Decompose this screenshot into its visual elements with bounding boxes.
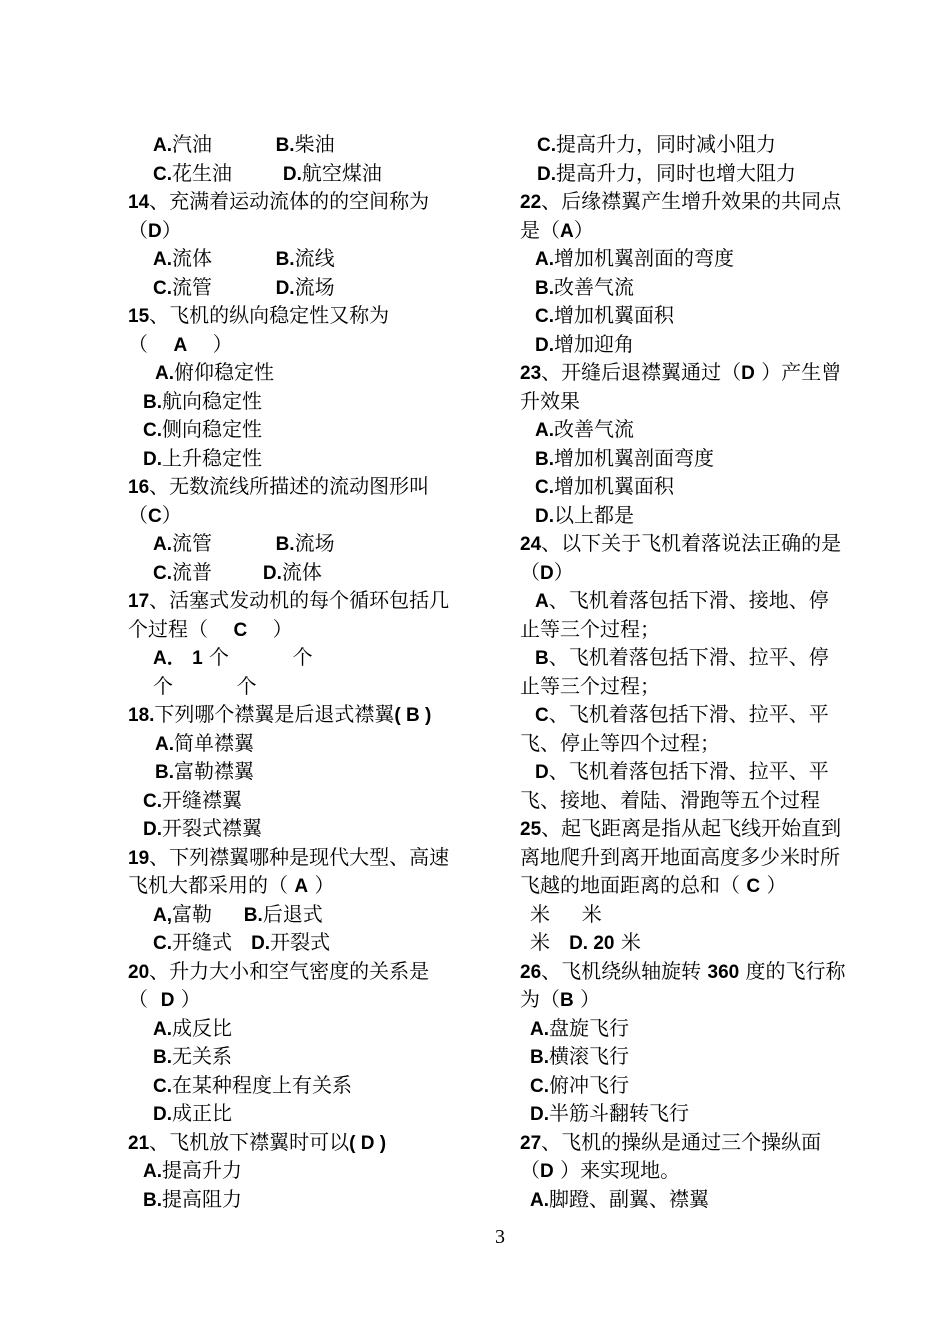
line-text: 航空煤油 xyxy=(301,160,382,185)
text-line xyxy=(520,1185,875,1214)
bold-label: B. xyxy=(275,249,295,270)
text-line xyxy=(520,472,875,501)
text-line xyxy=(520,786,875,815)
bold-label: D. 20 xyxy=(569,933,615,954)
text-line xyxy=(520,757,875,786)
bold-label: ( D ) xyxy=(349,1132,387,1154)
line-text: 、活塞式发动机的每个循环包括几 xyxy=(149,588,450,612)
bold-label: 17 xyxy=(128,591,150,612)
line-text: 、起飞距离是指从起飞线开始直到 xyxy=(541,816,842,840)
bold-label: 15 xyxy=(128,306,150,327)
line-text: 侧向稳定性 xyxy=(162,417,262,441)
text-line xyxy=(128,216,498,245)
line-text: 富勒襟翼 xyxy=(174,759,254,783)
bold-label: D. xyxy=(535,505,554,527)
line-text: 提高升力 xyxy=(162,1158,242,1182)
text-line xyxy=(128,244,498,273)
line-text: 流管 xyxy=(172,531,276,555)
text-line xyxy=(128,615,498,644)
text-line xyxy=(128,700,498,729)
text-line xyxy=(520,957,875,986)
text-line xyxy=(520,1099,875,1128)
line-text: 飞机大都采用的（ xyxy=(128,873,295,897)
page-number: 3 xyxy=(495,1226,505,1248)
text-line xyxy=(520,415,875,444)
line-text: ） xyxy=(161,502,182,527)
bold-label: B. xyxy=(155,762,174,783)
bold-label: A xyxy=(294,876,309,897)
line-text: ）来实现地。 xyxy=(553,1158,681,1182)
bold-label: B xyxy=(535,648,549,669)
line-text: （ xyxy=(520,559,540,584)
bold-label: D. xyxy=(282,163,302,185)
bold-label: B. xyxy=(143,391,162,413)
text-line xyxy=(520,1042,875,1071)
line-text: 为（ xyxy=(520,987,560,1011)
bold-label: D xyxy=(540,562,554,584)
line-text: 改善气流 xyxy=(554,417,634,441)
right-column xyxy=(520,130,875,1213)
text-line xyxy=(128,159,498,188)
text-line xyxy=(520,216,875,245)
line-text: 航向稳定性 xyxy=(162,388,262,413)
bold-label: 18. xyxy=(128,705,155,726)
text-line xyxy=(128,501,498,530)
bold-label: 1 xyxy=(192,648,203,669)
line-text: 升效果 xyxy=(520,388,580,413)
line-text: 个过程（ xyxy=(128,616,234,641)
line-text: 止等三个过程； xyxy=(520,616,660,641)
bold-label: 21 xyxy=(128,1132,150,1154)
line-text: 增加机翼剖面弯度 xyxy=(554,445,714,470)
text-line xyxy=(520,814,875,843)
line-text: 简单襟翼 xyxy=(174,730,254,755)
line-text: 开裂式 xyxy=(270,930,331,954)
line-text: 、开缝后退襟翼通过（ xyxy=(541,360,742,384)
bold-label: C xyxy=(746,876,761,897)
text-line xyxy=(520,273,875,302)
line-text: 盘旋飞行 xyxy=(549,1015,629,1040)
bold-label: D. xyxy=(262,562,282,584)
bold-label: A. xyxy=(535,420,554,441)
line-text: 流体 xyxy=(281,559,322,584)
line-text: 米 xyxy=(614,930,641,954)
bold-label: 16 xyxy=(128,477,150,498)
text-line xyxy=(520,928,875,957)
bold-label: C. xyxy=(153,933,172,954)
bold-label: D. xyxy=(143,448,162,470)
line-text: 下列哪个襟翼是后退式襟翼 xyxy=(154,702,395,726)
bold-label: D. xyxy=(535,334,554,356)
line-text: 、下列襟翼哪种是现代大型、高速 xyxy=(149,844,450,869)
bold-label: C. xyxy=(153,1075,172,1097)
bold-label: C. xyxy=(153,277,172,299)
text-line xyxy=(520,501,875,530)
bold-label: C xyxy=(233,619,248,641)
text-line xyxy=(520,387,875,416)
text-line xyxy=(128,843,498,872)
bold-label: B. xyxy=(535,448,554,470)
bold-label: A. xyxy=(153,249,172,270)
line-text: 、飞机着落包括下滑、拉平、平 xyxy=(548,759,829,783)
bold-label: 23 xyxy=(520,363,542,384)
text-line xyxy=(128,672,498,701)
bold-label: C. xyxy=(143,790,162,812)
text-line xyxy=(520,700,875,729)
text-line xyxy=(128,1042,498,1071)
bold-label: D. xyxy=(275,277,295,299)
text-line xyxy=(520,843,875,872)
bold-label: C. xyxy=(143,420,162,441)
line-text: ） xyxy=(308,873,335,897)
bold-label: A． xyxy=(153,648,186,669)
line-text: ） xyxy=(573,987,601,1011)
line-text: （ xyxy=(128,987,161,1011)
bold-label: A xyxy=(560,220,574,242)
line-text: 成反比 xyxy=(172,1015,232,1040)
bold-label: B xyxy=(560,990,574,1011)
line-text: 增加机翼面积 xyxy=(554,303,674,327)
line-text: 流线 xyxy=(294,246,335,270)
line-text: 富勒 xyxy=(172,901,244,926)
bold-label: A. xyxy=(153,1018,172,1040)
text-line xyxy=(128,558,498,587)
line-text: 花生油 xyxy=(172,160,283,185)
line-text: 飞、停止等四个过程； xyxy=(520,730,720,755)
line-text: 增加迎角 xyxy=(554,331,634,356)
bold-label: C. xyxy=(537,135,556,156)
bold-label: 22 xyxy=(520,192,542,213)
line-text: 流场 xyxy=(294,274,335,299)
line-text: （ xyxy=(128,217,148,242)
bold-label: 25 xyxy=(520,819,542,840)
text-line xyxy=(128,985,498,1014)
text-line xyxy=(520,1071,875,1100)
text-line xyxy=(128,757,498,786)
bold-label: A. xyxy=(530,1018,549,1040)
text-line xyxy=(128,444,498,473)
line-text: 米 米 xyxy=(530,901,602,926)
text-line xyxy=(520,558,875,587)
line-text: 、升力大小和空气密度的关系是 xyxy=(149,958,430,983)
line-text: 在某种程度上有关系 xyxy=(172,1072,352,1097)
text-line xyxy=(128,643,498,672)
bold-label: D. xyxy=(530,1104,549,1125)
line-text: ） xyxy=(161,217,182,242)
line-text: ）产生曾 xyxy=(754,360,842,384)
text-line xyxy=(128,928,498,957)
bold-label: 24 xyxy=(520,534,542,555)
text-line xyxy=(128,330,498,359)
line-text: 、飞机的纵向稳定性又称为 xyxy=(149,303,390,327)
line-text: 个 个 xyxy=(202,645,313,669)
bold-label: D xyxy=(148,220,162,242)
line-text: 开裂式襟翼 xyxy=(162,816,262,840)
line-text: 米 xyxy=(530,930,570,954)
text-line xyxy=(128,1071,498,1100)
bold-label: ( B ) xyxy=(394,705,432,726)
text-line xyxy=(520,159,875,188)
line-text: 、以下关于飞机着落说法正确的是 xyxy=(541,531,842,555)
bold-label: C xyxy=(535,705,549,726)
text-line xyxy=(520,1014,875,1043)
line-text: 提高升力，同时也增大阻力 xyxy=(556,160,796,185)
text-line xyxy=(520,985,875,1014)
bold-label: C xyxy=(148,505,162,527)
bold-label: D xyxy=(741,363,755,384)
text-line xyxy=(128,729,498,758)
line-text: （ xyxy=(128,502,148,527)
line-text: 、飞机放下襟翼时可以 xyxy=(149,1129,350,1154)
text-line xyxy=(128,1014,498,1043)
line-text: 流场 xyxy=(294,531,335,555)
bold-label: A, xyxy=(153,904,172,926)
line-text: 、飞机的操纵是通过三个操纵面 xyxy=(541,1129,822,1154)
line-text: 增加机翼剖面的弯度 xyxy=(554,246,734,270)
bold-label: D. xyxy=(537,163,556,185)
line-text: 脚蹬、副翼、襟翼 xyxy=(549,1186,709,1211)
bold-label: B. xyxy=(143,1189,162,1211)
text-line xyxy=(128,472,498,501)
bold-label: D. xyxy=(143,819,162,840)
line-text: 增加机翼面积 xyxy=(554,474,674,498)
text-line xyxy=(128,1128,498,1157)
line-text: 、飞机着落包括下滑、拉平、平 xyxy=(548,702,829,726)
bold-label: B. xyxy=(275,135,295,156)
text-line xyxy=(520,900,875,929)
line-text: 半筋斗翻转飞行 xyxy=(549,1101,689,1125)
text-line xyxy=(128,301,498,330)
text-line xyxy=(520,358,875,387)
line-text: 上升稳定性 xyxy=(162,445,262,470)
line-text: 汽油 xyxy=(172,132,276,156)
bold-label: 360 xyxy=(707,961,740,983)
text-line xyxy=(128,1099,498,1128)
bold-label: A xyxy=(535,591,549,612)
line-text: 俯仰稳定性 xyxy=(174,360,274,384)
text-line xyxy=(520,130,875,159)
line-text: 流管 xyxy=(172,274,276,299)
bold-label: A. xyxy=(143,1161,162,1182)
text-line xyxy=(520,244,875,273)
bold-label: B. xyxy=(530,1047,549,1068)
line-text: 成正比 xyxy=(172,1101,232,1125)
line-text: ） xyxy=(573,217,594,242)
text-line xyxy=(520,529,875,558)
text-line xyxy=(128,900,498,929)
line-text: 流普 xyxy=(172,559,263,584)
text-line xyxy=(128,273,498,302)
bold-label: C. xyxy=(530,1075,549,1097)
bold-label: A. xyxy=(153,534,172,555)
text-line xyxy=(128,586,498,615)
line-text: 后退式 xyxy=(262,901,323,926)
line-text: 开缝襟翼 xyxy=(162,787,242,812)
bold-label: 20 xyxy=(128,961,150,983)
line-text: 流体 xyxy=(172,246,276,270)
line-text: ） xyxy=(760,873,787,897)
bold-label: A. xyxy=(535,249,554,270)
line-text: 飞、接地、着陆、滑跑等五个过程 xyxy=(520,787,820,812)
bold-label: D xyxy=(540,1161,554,1182)
bold-label: B. xyxy=(153,1047,172,1068)
bold-label: A. xyxy=(155,733,174,755)
text-line xyxy=(520,1156,875,1185)
line-text: ） xyxy=(553,559,574,584)
line-text: 、后缘襟翼产生增升效果的共同点 xyxy=(541,189,842,213)
text-line xyxy=(520,615,875,644)
line-text: 提高升力，同时减小阻力 xyxy=(556,132,776,156)
line-text: ） xyxy=(187,331,233,356)
line-text: （ xyxy=(128,331,174,356)
bold-label: A xyxy=(173,334,188,356)
text-line xyxy=(128,1185,498,1214)
bold-label: D. xyxy=(153,1104,172,1125)
line-text: 、飞机着落包括下滑、拉平、停 xyxy=(548,645,829,669)
line-text: 、充满着运动流体的的空间称为 xyxy=(149,189,430,213)
bold-label: C. xyxy=(153,562,172,584)
line-text: 无关系 xyxy=(172,1044,232,1068)
text-line xyxy=(128,387,498,416)
bold-label: C. xyxy=(535,477,554,498)
bold-label: D. xyxy=(251,933,271,954)
text-line xyxy=(128,187,498,216)
line-text: 、无数流线所描述的流动图形叫 xyxy=(149,474,430,498)
text-line xyxy=(520,1128,875,1157)
line-text: 止等三个过程； xyxy=(520,673,660,698)
text-line xyxy=(128,358,498,387)
bold-label: B. xyxy=(275,534,295,555)
line-text: 飞越的地面距离的总和（ xyxy=(520,873,747,897)
bold-label: 27 xyxy=(520,1132,542,1154)
left-column xyxy=(128,130,498,1213)
line-text: 俯冲飞行 xyxy=(549,1072,629,1097)
bold-label: 14 xyxy=(128,192,150,213)
line-text: 开缝式 xyxy=(172,930,252,954)
bold-label: 19 xyxy=(128,847,150,869)
bold-label: C. xyxy=(535,306,554,327)
text-line xyxy=(128,814,498,843)
bold-label: B. xyxy=(243,904,263,926)
text-line xyxy=(128,415,498,444)
bold-label: A. xyxy=(530,1189,549,1211)
text-line xyxy=(520,330,875,359)
text-line xyxy=(128,1156,498,1185)
line-text: 柴油 xyxy=(294,132,335,156)
bold-label: C. xyxy=(153,163,172,185)
bold-label: D xyxy=(535,762,549,783)
bold-label: D xyxy=(160,990,175,1011)
line-text: 度的飞行称 xyxy=(739,958,846,983)
text-line xyxy=(128,529,498,558)
text-line xyxy=(520,301,875,330)
bold-label: B. xyxy=(535,277,554,299)
text-line xyxy=(128,871,498,900)
text-line xyxy=(128,957,498,986)
line-text: 提高阻力 xyxy=(162,1186,242,1211)
line-text: ） xyxy=(247,616,293,641)
text-line xyxy=(520,444,875,473)
line-text: 、飞机绕纵轴旋转 xyxy=(541,958,708,983)
line-text: 个 个 xyxy=(153,673,257,698)
bold-label: A. xyxy=(153,135,172,156)
text-line xyxy=(128,130,498,159)
line-text: 离地爬升到离开地面高度多少米时所 xyxy=(520,844,840,869)
line-text: 以上都是 xyxy=(554,502,634,527)
text-line xyxy=(520,729,875,758)
text-line xyxy=(128,786,498,815)
bold-label: 26 xyxy=(520,961,542,983)
text-line xyxy=(520,586,875,615)
line-text: 、飞机着落包括下滑、接地、停 xyxy=(548,588,829,612)
line-text: （ xyxy=(520,1158,540,1182)
line-text: 改善气流 xyxy=(554,274,634,299)
line-text: 横滚飞行 xyxy=(549,1044,629,1068)
text-line xyxy=(520,672,875,701)
text-line xyxy=(520,187,875,216)
text-line xyxy=(520,643,875,672)
line-text: 是（ xyxy=(520,217,560,242)
text-line xyxy=(520,871,875,900)
line-text: ） xyxy=(174,987,201,1011)
bold-label: A. xyxy=(155,363,174,384)
